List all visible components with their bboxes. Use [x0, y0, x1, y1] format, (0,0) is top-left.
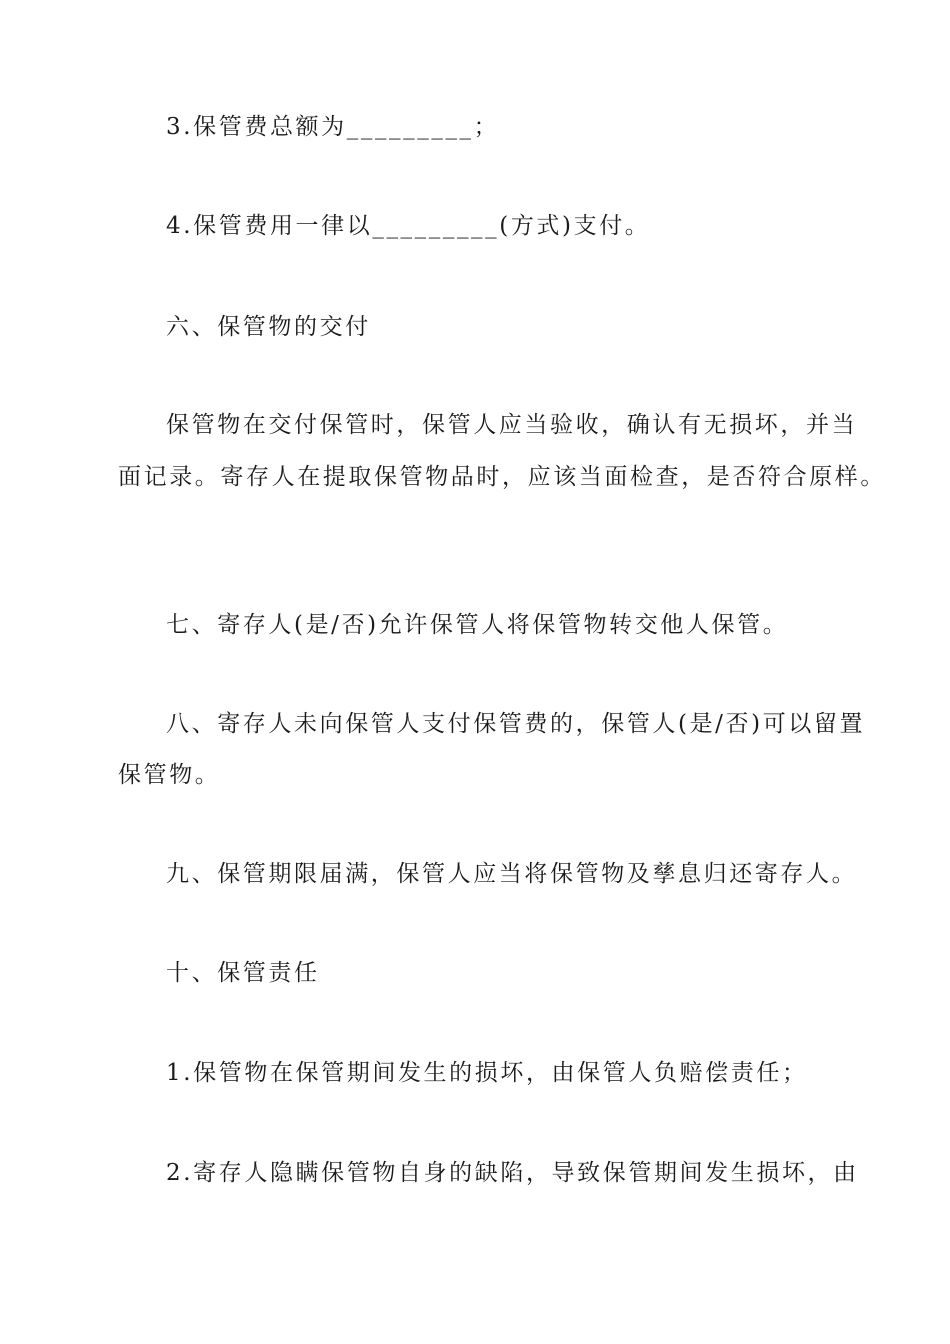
section-six-heading: 六、保管物的交付 — [166, 314, 371, 340]
liability-item-2: 2.寄存人隐瞒保管物自身的缺陷，导致保管期间发生损坏，由 — [166, 1160, 859, 1186]
section-eight-line: 八、寄存人未向保管人支付保管费的，保管人(是/否)可以留置 — [166, 711, 866, 737]
paragraph-line: 面记录。寄存人在提取保管物品时，应该当面检查，是否符合原样。 — [118, 464, 886, 490]
paragraph-line: 保管物。 — [118, 762, 221, 788]
section-seven-line: 七、寄存人(是/否)允许保管人将保管物转交他人保管。 — [166, 612, 789, 638]
liability-item-1: 1.保管物在保管期间发生的损坏，由保管人负赔偿责任； — [166, 1060, 808, 1086]
section-nine-line: 九、保管期限届满，保管人应当将保管物及孳息归还寄存人。 — [166, 861, 858, 887]
section-ten-heading: 十、保管责任 — [166, 960, 320, 986]
fee-total-line: 3.保管费总额为_________； — [166, 114, 500, 140]
fee-payment-line: 4.保管费用一律以_________(方式)支付。 — [166, 213, 651, 239]
paragraph-line: 保管物在交付保管时，保管人应当验收，确认有无损坏，并当 — [166, 412, 858, 438]
